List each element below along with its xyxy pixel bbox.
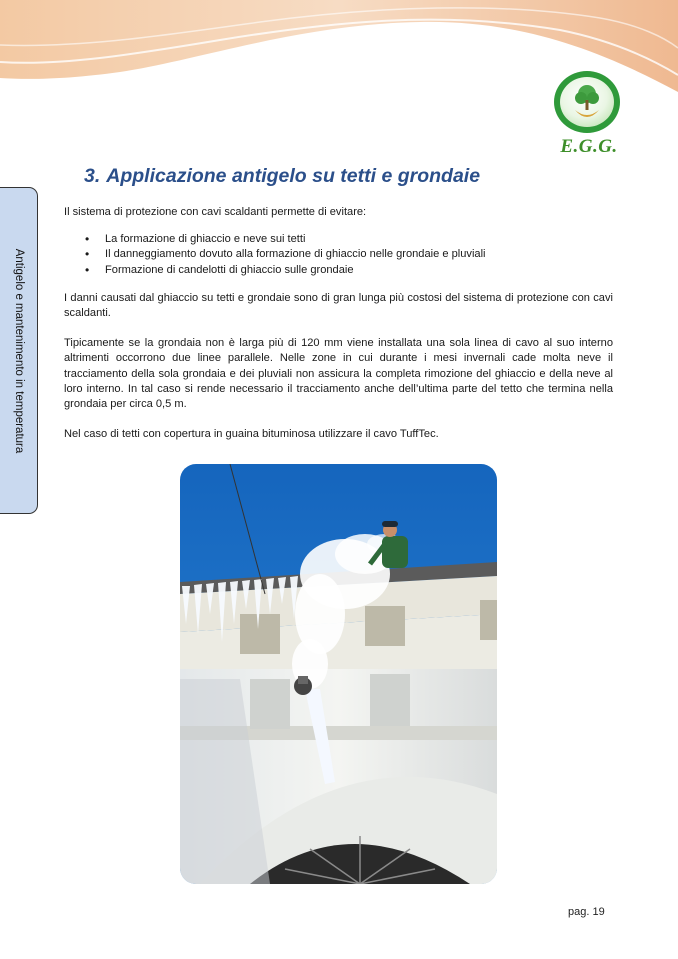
company-logo (553, 70, 625, 160)
list-item: • Il danneggiamento dovuto alla formazione di ghiaccio nelle grondaie e pluviali (64, 247, 613, 262)
roof-snow-photo (180, 464, 497, 884)
bullet-list (64, 232, 613, 278)
side-tab-label: Antigelo e mantenimento in temperatura (13, 248, 25, 454)
paragraph-bitumen: Nel caso di tetti con copertura in guaina bituminosa utilizzare il cavo TuffTec. (64, 428, 439, 441)
section-heading (84, 165, 480, 188)
section-title: Applicazione antigelo su tetti e grondaie (106, 165, 481, 187)
intro-text: Il sistema di protezione con cavi scaldanti permette di evitare: (64, 206, 367, 218)
paragraph-damage: I danni causati dal ghiaccio su tetti e grondaie sono di gran lunga più costosi del sistema di protezione con cavi scaldanti. (64, 291, 613, 320)
page-number: pag. 19 (568, 906, 605, 918)
list-item: • La formazione di ghiaccio e neve sui tetti (64, 232, 613, 247)
side-chapter-tab (0, 187, 38, 514)
body-content (64, 205, 613, 457)
paragraph-installation: Tipicamente se la grondaia non è larga più di 120 mm viene installata una sola linea di cavo al suo interno altrimenti occorrono due linee parallele. Nelle zone in cui durante i mesi invernali cade molta neve il tracciamento della sola grondaia e dei pluviali non assicura la completa rimozione del ghiaccio e della neve al loro interno. In tal caso si rende necessario il tracciamento anche dell’ultima parte del tetto che termina nella grondaia per circa 0,5 m. (64, 337, 613, 411)
section-number: 3. (84, 165, 101, 187)
tree-globe-logo-icon (553, 70, 621, 134)
logo-text: E.G.G. (560, 136, 618, 157)
list-item: • Formazione di candelotti di ghiaccio sulle grondaie (64, 263, 613, 278)
